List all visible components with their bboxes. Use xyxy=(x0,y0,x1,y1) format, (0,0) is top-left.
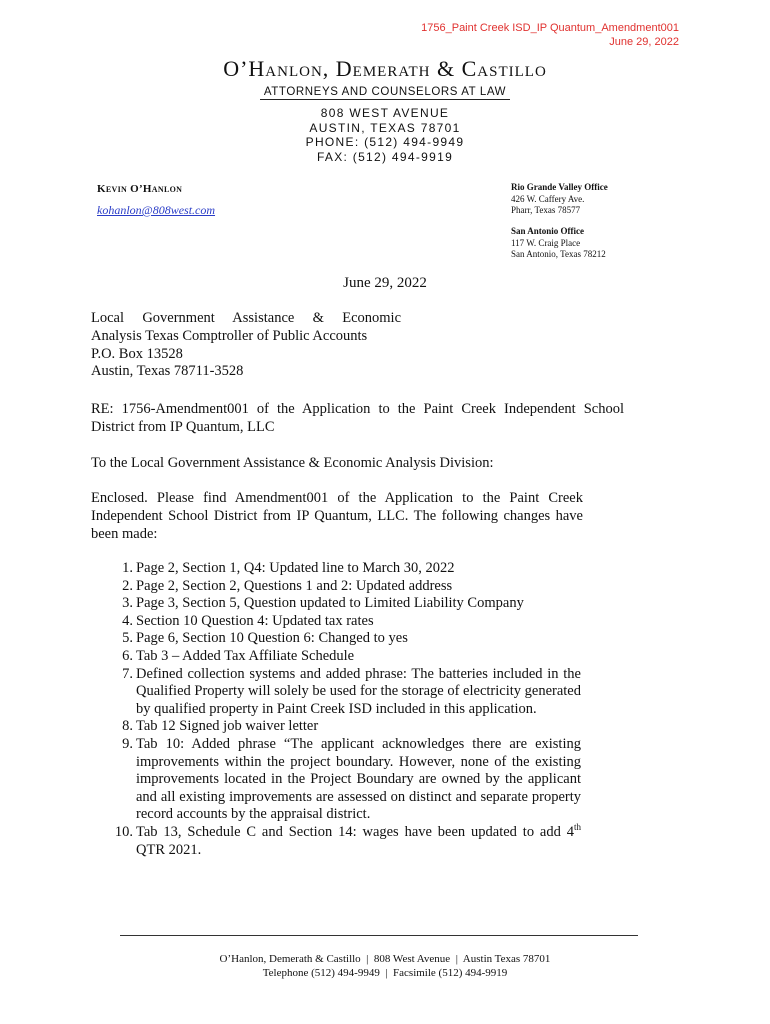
recipient-line: Analysis Texas Comptroller of Public Accounts xyxy=(91,327,368,344)
office-city: San Antonio, Texas 78212 xyxy=(511,249,606,259)
list-number: 7. xyxy=(122,665,133,682)
list-item xyxy=(91,595,581,613)
subject-line: RE: 1756-Amendment001 of the Application to the Paint Creek Independent School District from IP Quantum, LLC xyxy=(91,401,624,435)
address-line: AUSTIN, TEXAS 78701 xyxy=(309,120,461,135)
list-number: 8. xyxy=(122,718,133,735)
recipient-line: Local Government Assistance & Economic xyxy=(91,310,401,326)
firm-tagline: ATTORNEYS AND COUNSELORS AT LAW xyxy=(0,86,770,98)
footer-divider xyxy=(120,935,638,936)
list-number: 2. xyxy=(122,577,133,594)
firm-address xyxy=(0,106,770,164)
list-text: Page 2, Section 2, Questions 1 and 2: Updated address xyxy=(136,577,453,594)
office-name: San Antonio Office xyxy=(511,226,585,236)
stamp-date: June 29, 2022 xyxy=(609,36,679,48)
list-number: 1. xyxy=(122,560,133,576)
list-item xyxy=(91,718,581,736)
address-line: 808 WEST AVENUE xyxy=(320,106,450,120)
salutation: To the Local Government Assistance & Economic Analysis Division: xyxy=(91,455,494,471)
list-text: Section 10 Question 4: Updated tax rates xyxy=(136,612,374,629)
list-number: 6. xyxy=(122,647,133,664)
sender-name: Kevin O’Hanlon xyxy=(97,183,183,195)
recipient-line: P.O. Box 13528 xyxy=(91,345,183,362)
list-text: Defined collection systems and added phrase: The batteries included in the Qualified Property will solely be used for the storage of electricity generated by qualified property in Paint Creek ISD included in this application. xyxy=(136,665,581,717)
list-text: Page 2, Section 1, Q4: Updated line to March 30, 2022 xyxy=(136,560,455,576)
footer-contact: Telephone (512) 494-9949 | Facsimile (512) 494-9919 xyxy=(262,967,508,979)
fax-line: FAX: (512) 494-9919 xyxy=(316,149,454,164)
office-city: Pharr, Texas 78577 xyxy=(511,205,581,215)
sender-block xyxy=(97,183,215,218)
list-item xyxy=(91,560,581,578)
intro-paragraph: Enclosed. Please find Amendment001 of the Application to the Paint Creek Independent School District from IP Quantum, LLC. The following changes have been made: xyxy=(91,490,583,542)
list-text: Tab 12 Signed job waiver letter xyxy=(136,718,319,735)
stamp-reference: 1756_Paint Creek ISD_IP Quantum_Amendment001 xyxy=(421,22,679,34)
list-item xyxy=(91,736,581,824)
office-street: 426 W. Caffery Ave. xyxy=(511,193,585,204)
list-number: 10. xyxy=(114,823,133,840)
document-stamp xyxy=(421,21,679,49)
list-number: 4. xyxy=(122,612,133,629)
list-number: 9. xyxy=(122,735,133,752)
firm-name: O’Hanlon, Demerath & Castillo xyxy=(223,56,547,81)
list-item xyxy=(91,630,581,648)
list-text: Tab 3 – Added Tax Affiliate Schedule xyxy=(136,647,355,664)
footer-address: O’Hanlon, Demerath & Castillo | 808 West Avenue | Austin Texas 78701 xyxy=(219,953,551,965)
office-street: 117 W. Craig Place xyxy=(511,237,581,248)
page-footer xyxy=(0,952,770,980)
recipient-address xyxy=(91,310,401,381)
office-name: Rio Grande Valley Office xyxy=(511,182,608,192)
list-text: Page 3, Section 5, Question updated to Limited Liability Company xyxy=(136,595,524,612)
list-item xyxy=(91,613,581,631)
phone-line: PHONE: (512) 494-9949 xyxy=(305,135,465,150)
list-number: 5. xyxy=(122,630,133,647)
letter-date: June 29, 2022 xyxy=(343,275,427,291)
changes-list xyxy=(91,560,581,859)
recipient-line: Austin, Texas 78711-3528 xyxy=(91,363,244,380)
list-text: Tab 13, Schedule C and Section 14: wages have been updated to add 4 xyxy=(136,823,574,840)
list-item xyxy=(91,648,581,666)
list-number: 3. xyxy=(122,595,133,612)
list-item xyxy=(91,666,581,719)
sender-email-link[interactable]: kohanlon@808west.com xyxy=(97,203,216,217)
list-text: Tab 10: Added phrase “The applicant acknowledges there are existing improvements within the project boundary. However, none of the existing improvements located in the Project Boundary are owned by the applicant and all existing improvements are assessed on distinct and separate property record accounts by the appraisal district. xyxy=(136,735,581,823)
office-san-antonio xyxy=(511,226,606,261)
list-text: Page 6, Section 10 Question 6: Changed to yes xyxy=(136,630,408,647)
ordinal-suffix: th xyxy=(573,822,581,833)
list-item xyxy=(91,824,581,859)
office-rio-grande-valley xyxy=(511,182,608,217)
list-item xyxy=(91,578,581,596)
list-text: QTR 2021. xyxy=(136,841,202,858)
